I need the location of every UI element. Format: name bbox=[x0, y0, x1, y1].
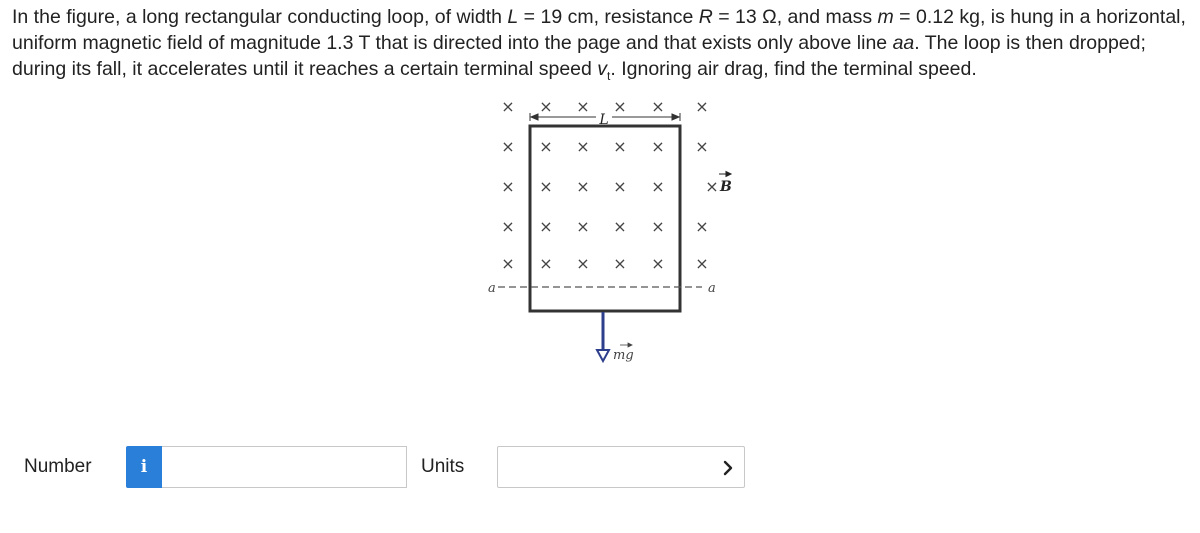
field-cross-mark: × bbox=[651, 137, 665, 156]
field-cross-mark: × bbox=[576, 97, 590, 116]
field-cross-mark: × bbox=[695, 137, 709, 156]
info-button[interactable] bbox=[126, 446, 162, 488]
info-icon: i bbox=[140, 457, 148, 477]
loop-figure-svg bbox=[470, 92, 750, 382]
field-cross-mark: × bbox=[501, 177, 515, 196]
field-cross-mark: × bbox=[539, 217, 553, 236]
field-cross-mark: × bbox=[501, 97, 515, 116]
field-cross-mark: × bbox=[501, 217, 515, 236]
field-cross-mark: × bbox=[539, 137, 553, 156]
field-cross-mark: × bbox=[651, 177, 665, 196]
field-cross-mark: × bbox=[539, 177, 553, 196]
vector-arrow-B bbox=[719, 172, 731, 177]
field-cross-mark: × bbox=[613, 177, 627, 196]
answer-row bbox=[0, 446, 1200, 490]
chevron-right-icon bbox=[720, 460, 736, 476]
label-a-left: a bbox=[488, 281, 496, 296]
label-a-right: a bbox=[708, 281, 716, 296]
number-label: Number bbox=[24, 456, 92, 477]
question-text: In the figure, a long rectangular conducting loop, of width L = 19 cm, resistance R = 13 Ω, and mass m = 0.12 kg, is hung in a horizontal, uniform magnetic field of magnitude 1.3 T that is directed into the page and that exists only above line aa. The loop is then dropped; during its fall, it accelerates until it reaches a certain terminal speed $v_t$. Ignoring air drag, find the terminal speed. bbox=[12, 6, 1186, 83]
field-cross-mark: × bbox=[576, 254, 590, 273]
field-cross-mark: × bbox=[576, 217, 590, 236]
field-cross-mark: × bbox=[695, 217, 709, 236]
field-cross-mark: × bbox=[695, 254, 709, 273]
field-cross-mark: × bbox=[651, 97, 665, 116]
label-mg: mg bbox=[613, 348, 634, 363]
label-L: L bbox=[599, 112, 609, 128]
field-cross-mark: × bbox=[705, 177, 719, 196]
number-input[interactable] bbox=[162, 446, 407, 488]
loop-figure bbox=[470, 92, 750, 382]
weight-arrow bbox=[597, 312, 609, 361]
field-cross-mark: × bbox=[613, 137, 627, 156]
units-select[interactable] bbox=[497, 446, 745, 488]
units-label: Units bbox=[421, 456, 465, 477]
field-cross-mark: × bbox=[501, 254, 515, 273]
field-cross-mark: × bbox=[576, 177, 590, 196]
field-cross-mark: × bbox=[501, 137, 515, 156]
field-cross-mark: × bbox=[695, 97, 709, 116]
field-cross-mark: × bbox=[613, 97, 627, 116]
field-cross-mark: × bbox=[539, 254, 553, 273]
field-cross-mark: × bbox=[576, 137, 590, 156]
field-cross-mark: × bbox=[613, 254, 627, 273]
field-cross-mark: × bbox=[539, 97, 553, 116]
field-cross-mark: × bbox=[651, 217, 665, 236]
label-B: B bbox=[720, 179, 732, 195]
vector-arrow-mg bbox=[620, 343, 632, 347]
field-cross-mark: × bbox=[651, 254, 665, 273]
field-cross-mark: × bbox=[613, 217, 627, 236]
